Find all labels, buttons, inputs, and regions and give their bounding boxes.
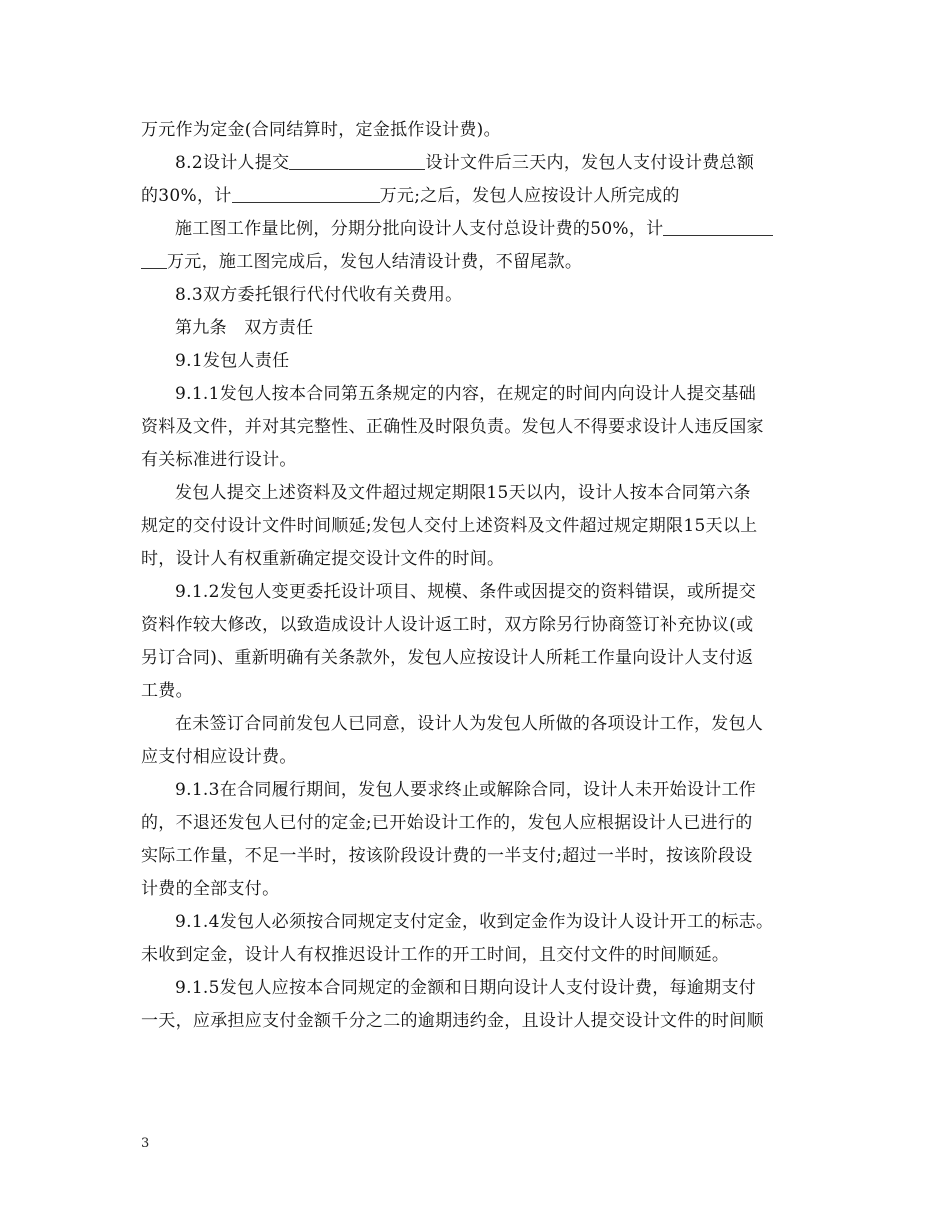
- text-span: 9.1.4发包人必须按合同规定支付定金，收到定金作为设计人设计开工的标志。: [175, 912, 774, 932]
- text-span: 计费的全部支付。: [141, 879, 280, 899]
- text-line: [141, 774, 831, 807]
- text-line: [141, 642, 831, 675]
- text-span: 在未签订合同前发包人已同意，设计人为发包人所做的各项设计工作，发包人: [175, 714, 764, 734]
- text-line: [141, 180, 831, 213]
- text-span: 9.1.2发包人变更委托设计项目、规模、条件或因提交的资料错误，或所提交: [175, 582, 757, 602]
- document-body: [141, 114, 831, 1038]
- text-span: 设计文件后三天内，发包人支付设计费总额: [425, 153, 755, 173]
- fill-blank: [232, 183, 380, 203]
- text-span: 施工图工作量比例，分期分批向设计人支付总设计费的50%，计: [175, 219, 664, 239]
- text-span: 未收到定金，设计人有权推迟设计工作的开工时间，且交付文件的时间顺延。: [141, 945, 730, 965]
- text-line: [141, 609, 831, 642]
- fill-blank: [289, 150, 425, 170]
- text-span: 资料作较大修改，以致造成设计人设计返工时，双方除另行协商签订补充协议(或: [141, 615, 754, 635]
- fill-blank: [663, 216, 773, 236]
- text-line: [141, 444, 831, 477]
- text-line: [141, 939, 831, 972]
- text-span: 万元，施工图完成后，发包人结清设计费，不留尾款。: [167, 252, 583, 272]
- text-span: 工费。: [141, 681, 193, 701]
- fill-blank: [141, 249, 167, 269]
- text-span: 万元作为定金(合同结算时，定金抵作设计费)。: [141, 120, 501, 140]
- text-span: 另订合同)、重新明确有关条款外，发包人应按设计人所耗工作量向设计人支付返: [141, 648, 754, 668]
- text-line: [141, 246, 831, 279]
- text-line: [141, 741, 831, 774]
- text-line: [141, 873, 831, 906]
- text-span: 时，设计人有权重新确定提交设计文件的时间。: [141, 549, 505, 569]
- text-line: [141, 147, 831, 180]
- text-span: 8.2设计人提交: [175, 153, 290, 173]
- text-span: 应支付相应设计费。: [141, 747, 297, 767]
- text-span: 9.1发包人责任: [175, 351, 290, 371]
- text-line: [141, 906, 831, 939]
- text-span: 的，不退还发包人已付的定金;已开始设计工作的，发包人应根据设计人已进行的: [141, 813, 753, 833]
- text-span: 第九条 双方责任: [175, 318, 314, 338]
- text-span: 9.1.1发包人按本合同第五条规定的内容，在规定的时间内向设计人提交基础: [175, 384, 757, 404]
- text-span: 的30%，计: [141, 186, 232, 206]
- text-span: 万元;之后，发包人应按设计人所完成的: [379, 186, 680, 206]
- section-heading: [141, 312, 831, 345]
- text-line: [141, 543, 831, 576]
- text-line: [141, 1005, 831, 1038]
- text-line: [141, 840, 831, 873]
- text-line: [141, 411, 831, 444]
- text-line: [141, 114, 831, 147]
- text-line: [141, 378, 831, 411]
- page-number: 3: [141, 1136, 150, 1151]
- text-span: 9.1.3在合同履行期间，发包人要求终止或解除合同，设计人未开始设计工作: [175, 780, 757, 800]
- text-line: [141, 972, 831, 1005]
- text-line: [141, 675, 831, 708]
- text-span: 实际工作量，不足一半时，按该阶段设计费的一半支付;超过一半时，按该阶段设: [141, 846, 753, 866]
- text-line: [141, 279, 831, 312]
- text-line: [141, 510, 831, 543]
- text-line: [141, 708, 831, 741]
- text-span: 发包人提交上述资料及文件超过规定期限15天以内，设计人按本合同第六条: [175, 483, 751, 503]
- text-span: 资料及文件，并对其完整性、正确性及时限负责。发包人不得要求设计人违反国家: [141, 417, 764, 437]
- text-span: 规定的交付设计文件时间顺延;发包人交付上述资料及文件超过规定期限15天以上: [141, 516, 758, 536]
- text-span: 9.1.5发包人应按本合同规定的金额和日期向设计人支付设计费，每逾期支付: [175, 978, 757, 998]
- text-span: 一天，应承担应支付金额千分之二的逾期违约金，且设计人提交设计文件的时间顺: [141, 1011, 764, 1031]
- text-span: 8.3双方委托银行代付代收有关费用。: [175, 285, 463, 305]
- subsection-heading: [141, 345, 831, 378]
- text-line: [141, 576, 831, 609]
- text-line: [141, 807, 831, 840]
- text-line: [141, 213, 831, 246]
- text-span: 有关标准进行设计。: [141, 450, 297, 470]
- text-line: [141, 477, 831, 510]
